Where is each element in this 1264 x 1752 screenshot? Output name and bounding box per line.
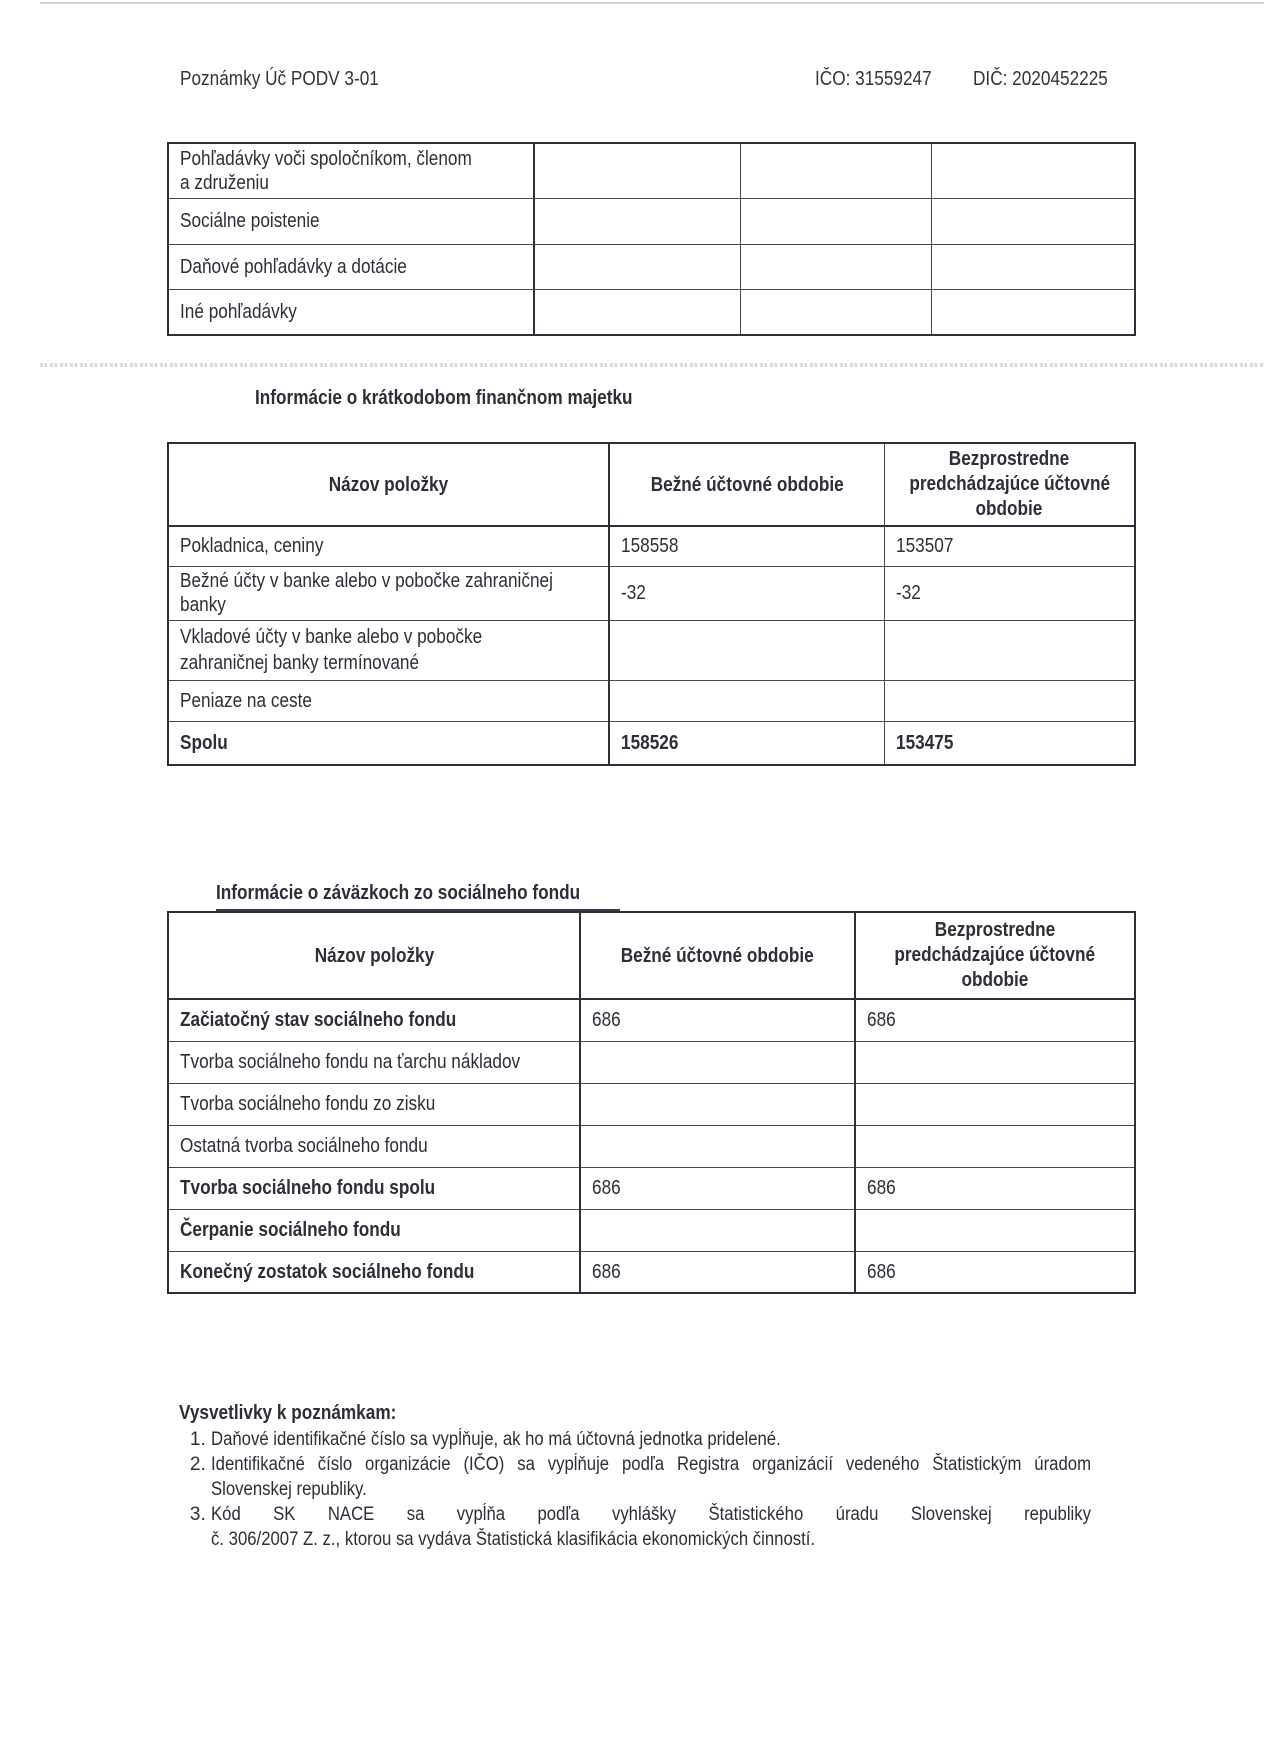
current-value [580,1125,855,1167]
footnote-item [211,1502,1119,1552]
header-text: obdobie [961,969,1029,991]
table-row [168,526,1135,566]
row-label [168,1125,580,1167]
current-value [609,680,884,721]
row-label [168,198,534,244]
footnote-line: 2. Identifikačné číslo organizácie (IČO) sa vypĺňuje podľa Registra organizácií vedeného Štatistickým úradom [211,1454,1091,1475]
footnotes-list [179,1427,1119,1552]
row-label [168,289,534,335]
value-text: 686 [592,1009,621,1032]
row-label [168,566,609,620]
value-text: 686 [592,1260,621,1283]
value-text: 686 [867,1260,896,1283]
previous-value [884,721,1135,765]
header-previous-period [855,912,1135,999]
label-line: Čerpanie sociálneho fondu [180,1219,401,1241]
form-code-text: Poznámky Úč PODV 3-01 [180,68,379,90]
header-current-period [580,912,855,999]
previous-value [855,1125,1135,1167]
current-value [580,1041,855,1083]
label-line: Ostatná tvorba sociálneho fondu [180,1135,428,1157]
row-label [168,721,609,765]
table-row [168,1083,1135,1125]
previous-value [855,999,1135,1041]
value-cell [740,198,931,244]
footnotes [179,1402,1119,1552]
value-cell [534,198,740,244]
header-text: Bezprostredne [949,448,1070,470]
value-cell [740,244,931,289]
header-text: Bezprostredne [934,919,1056,941]
label-line: banky [180,594,226,616]
current-value [609,566,884,620]
header-text: obdobie [975,498,1043,520]
financial-assets-table [167,442,1136,766]
current-value [609,620,884,680]
row-label [168,526,609,566]
row-label [168,1041,580,1083]
label-line: Daňové pohľadávky a dotácie [180,255,407,278]
value-text: 158558 [621,535,679,558]
table-row [168,143,1135,198]
table-row [168,198,1135,244]
title-text: Informácie o krátkodobom finančnom majetku [255,387,633,409]
current-value [580,1167,855,1209]
table-row [168,566,1135,620]
financial-assets-title [255,387,694,410]
table-row [168,289,1135,335]
header-text: Bežné účtovné obdobie [650,473,844,496]
row-label [168,1209,580,1251]
current-value [580,999,855,1041]
label-line: Peniaze na ceste [180,689,312,712]
footnote-item [211,1452,1119,1502]
label-line: Konečný zostatok sociálneho fondu [180,1260,475,1283]
title-text: Informácie o záväzkoch zo sociálneho fondu [216,882,581,904]
value-cell [740,143,931,198]
value-cell [534,143,740,198]
company-identifiers [815,68,1157,91]
current-value [609,721,884,765]
scan-top-edge [40,2,1264,4]
row-label [168,999,580,1041]
table-row [168,1167,1135,1209]
previous-value [855,1041,1135,1083]
label-line: Iné pohľadávky [180,300,297,323]
footnotes-title [179,1402,1119,1425]
title-text: Vysvetlivky k poznámkam: [179,1402,397,1424]
header-text: Názov položky [314,944,434,967]
header-current-period [609,443,884,526]
value-text: -32 [895,582,921,604]
value-text: 153507 [895,535,953,558]
social-fund-table [167,911,1136,1294]
footnote-line: Slovenskej republiky. [211,1479,367,1500]
table-row-total [168,1251,1135,1293]
current-value [580,1209,855,1251]
previous-value [855,1083,1135,1125]
table-header-row [168,912,1135,999]
previous-value [884,526,1135,566]
label-line: Bežné účty v banke alebo v pobočke zahraničnej [180,570,553,592]
label-line: Sociálne poistenie [180,210,320,232]
table-row [168,620,1135,680]
value-cell [931,198,1135,244]
table-header-row [168,443,1135,526]
value-cell [931,289,1135,335]
current-value [609,526,884,566]
footnote-line: 1. Daňové identifikačné číslo sa vypĺňuje, ak ho má účtovná jednotka pridelené. [211,1429,781,1450]
previous-value [855,1209,1135,1251]
label-line: zahraničnej banky termínované [180,652,420,674]
row-label [168,620,609,680]
label-line: Vkladové účty v banke alebo v pobočke [180,626,483,648]
header-text: Bežné účtovné obdobie [620,944,815,967]
current-value [580,1083,855,1125]
value-cell [534,244,740,289]
value-text: 153475 [895,731,953,754]
row-label [168,1167,580,1209]
row-label [168,1083,580,1125]
value-cell [931,143,1135,198]
previous-value [855,1167,1135,1209]
previous-value [855,1251,1135,1293]
value-cell [740,289,931,335]
table-row [168,1041,1135,1083]
social-fund-title [216,882,639,905]
header-previous-period [884,443,1135,526]
table-row-total [168,721,1135,765]
value-cell [534,289,740,335]
previous-value [884,620,1135,680]
label-line: Tvorba sociálneho fondu spolu [180,1177,436,1199]
header-text: Názov položky [328,473,449,496]
receivables-table [167,142,1136,336]
scan-artifact-line [40,363,1264,367]
table-row [168,680,1135,721]
previous-value [884,680,1135,721]
footnote-line: č. 306/2007 Z. z., ktorou sa vydáva Štatistická klasifikácia ekonomických činností. [211,1529,816,1550]
label-line: Pokladnica, ceniny [180,535,324,558]
label-line: Tvorba sociálneho fondu zo zisku [180,1093,436,1115]
ico-number: IČO: 31559247 [815,68,932,90]
label-line: Začiatočný stav sociálneho fondu [180,1009,457,1032]
row-label [168,1251,580,1293]
table-row [168,244,1135,289]
header-text: predchádzajúce účtovné [894,944,1096,966]
row-label [168,143,534,198]
row-label [168,680,609,721]
table-row [168,999,1135,1041]
label-line: Spolu [180,731,228,754]
label-line: Tvorba sociálneho fondu na ťarchu nákladov [180,1051,521,1073]
dic-number: DIČ: 2020452225 [972,68,1108,90]
footnote-item [211,1427,1119,1452]
footnote-line: 3. Kód SK NACE sa vypĺňa podľa vyhlášky Štatistického úradu Slovenskej republiky [211,1504,1091,1525]
previous-value [884,566,1135,620]
table-row [168,1209,1135,1251]
label-line: Pohľadávky voči spoločníkom, členom [180,147,472,170]
value-text: 686 [867,1009,896,1032]
value-cell [931,244,1135,289]
header-item-name [168,443,609,526]
label-line: a združeniu [180,171,269,194]
table-row [168,1125,1135,1167]
row-label [168,244,534,289]
form-code [180,68,411,91]
value-text: -32 [621,582,646,604]
header-text: predchádzajúce účtovné [908,473,1110,495]
current-value [580,1251,855,1293]
header-item-name [168,912,580,999]
value-text: 686 [592,1177,621,1199]
value-text: 158526 [621,731,679,754]
value-text: 686 [867,1177,896,1199]
